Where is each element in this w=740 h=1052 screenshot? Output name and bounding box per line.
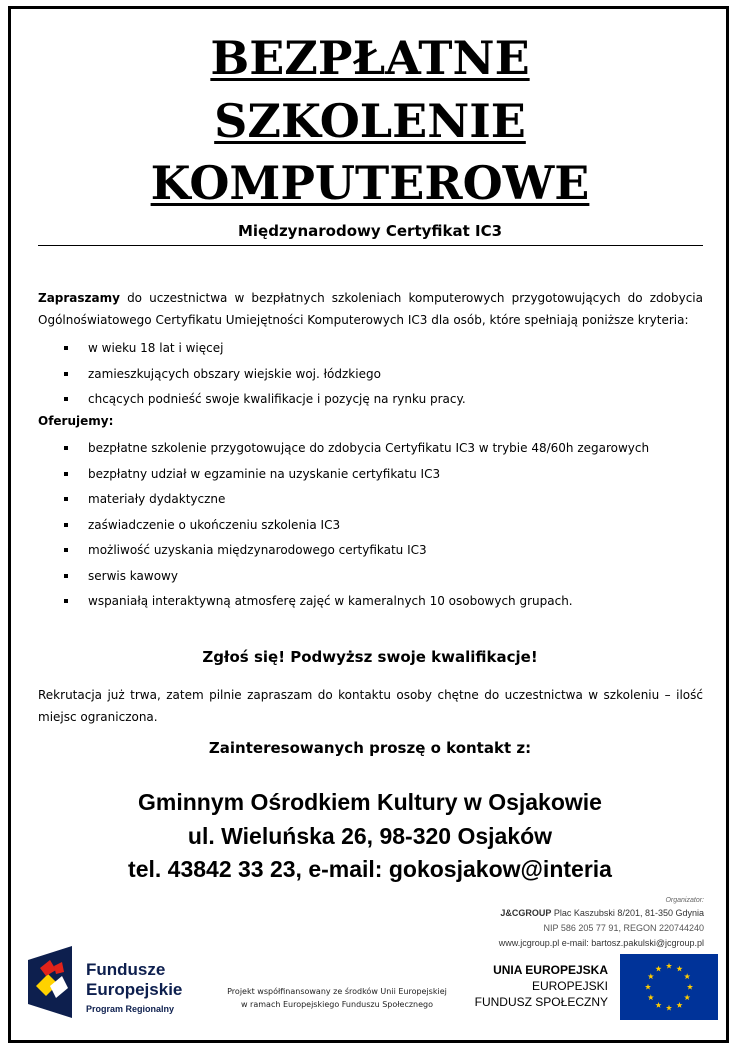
eu-label [475, 962, 608, 1010]
subtitle: Międzynarodowy Certyfikat IC3 [237, 222, 503, 240]
list-item: bezpłatny udział w egzaminie na uzyskanie certyfikatu IC3 [62, 466, 649, 492]
organizer-address: Plac Kaszubski 8/201, 81-350 Gdynia [551, 908, 704, 918]
organizer-company [500, 908, 704, 918]
fe-title-line-2: Europejskie [86, 980, 183, 999]
contact-organization: Gminnym Ośrodkiem Kultury w Osjakowie [138, 789, 602, 815]
eu-label-line-3: FUNDUSZ SPOŁECZNY [474, 995, 608, 1009]
contact-phone-email: tel. 43842 33 23, e-mail: gokosjakow@interia [128, 856, 612, 882]
offer-list [62, 440, 649, 619]
eu-flag-icon [620, 954, 718, 1020]
list-item: zaświadczenie o ukończeniu szkolenia IC3 [62, 517, 649, 543]
fe-title-line-1: Fundusze [86, 960, 166, 979]
list-item: wspaniałą interaktywną atmosferę zajęć w kameralnych 10 osobowych grupach. [62, 593, 649, 619]
list-item: serwis kawowy [62, 568, 649, 594]
eu-label-line-1 [475, 962, 608, 978]
list-item: w wieku 18 lat i więcej [62, 340, 466, 366]
list-item: chcących podnieść swoje kwalifikacje i pozycję na rynku pracy. [62, 391, 466, 417]
fe-title [86, 960, 182, 1000]
offer-heading: Oferujemy: [38, 414, 114, 428]
list-item: bezpłatne szkolenie przygotowujące do zdobycia Certyfikatu IC3 w trybie 48/60h zegarowych [62, 440, 649, 466]
call-to-action: Zgłoś się! Podwyższ swoje kwalifikacje! [202, 648, 538, 666]
title-line-3: KOMPUTEROWE [150, 156, 590, 210]
project-note [212, 985, 462, 1011]
list-item: możliwość uzyskania międzynarodowego certyfikatu IC3 [62, 542, 649, 568]
contact-address: ul. Wieluńska 26, 98-320 Osjaków [187, 823, 553, 849]
project-note-line-2: w ramach Europejskiego Funduszu Społecznego [240, 1000, 434, 1009]
intro-text: do uczestnictwa w bezpłatnych szkoleniach komputerowych przygotowujących do zdobycia Ogólnoświatowego Certyfikatu Umiejętności Komputerowych IC3 dla osób, które spełniają poniższe kryteria: [38, 291, 703, 327]
contact-heading: Zainteresowanych proszę o kontakt z: [208, 739, 532, 757]
recruit-paragraph: Rekrutacja już trwa, zatem pilnie zapraszam do kontaktu osoby chętne do uczestnictwa w szkoleniu – ilość miejsc ograniczona. [38, 688, 703, 724]
eu-name: UNIA EUROPEJSKA [493, 963, 608, 977]
organizer-name: J&CGROUP [500, 908, 552, 918]
organizer-label: Organizator: [665, 897, 704, 904]
title-line-2: SZKOLENIE [214, 94, 526, 148]
intro-paragraph [38, 287, 703, 331]
organizer-ids: NIP 586 205 77 91, REGON 220744240 [543, 923, 704, 933]
project-note-line-1: Projekt współfinansowany ze środków Unii Europejskiej [227, 987, 447, 996]
organizer-web: www.jcgroup.pl e-mail: bartosz.pakulski@jcgroup.pl [498, 938, 704, 948]
eu-label-line-2: EUROPEJSKI [531, 979, 608, 993]
fe-subtitle: Program Regionalny [86, 1004, 175, 1014]
criteria-list [62, 340, 466, 417]
title-line-1: BEZPŁATNE [210, 31, 530, 85]
intro-bold: Zapraszamy [38, 291, 120, 305]
divider [38, 245, 703, 246]
fundusze-europejskie-logo-icon [28, 946, 72, 1018]
list-item: materiały dydaktyczne [62, 491, 649, 517]
list-item: zamieszkujących obszary wiejskie woj. łódzkiego [62, 366, 466, 392]
